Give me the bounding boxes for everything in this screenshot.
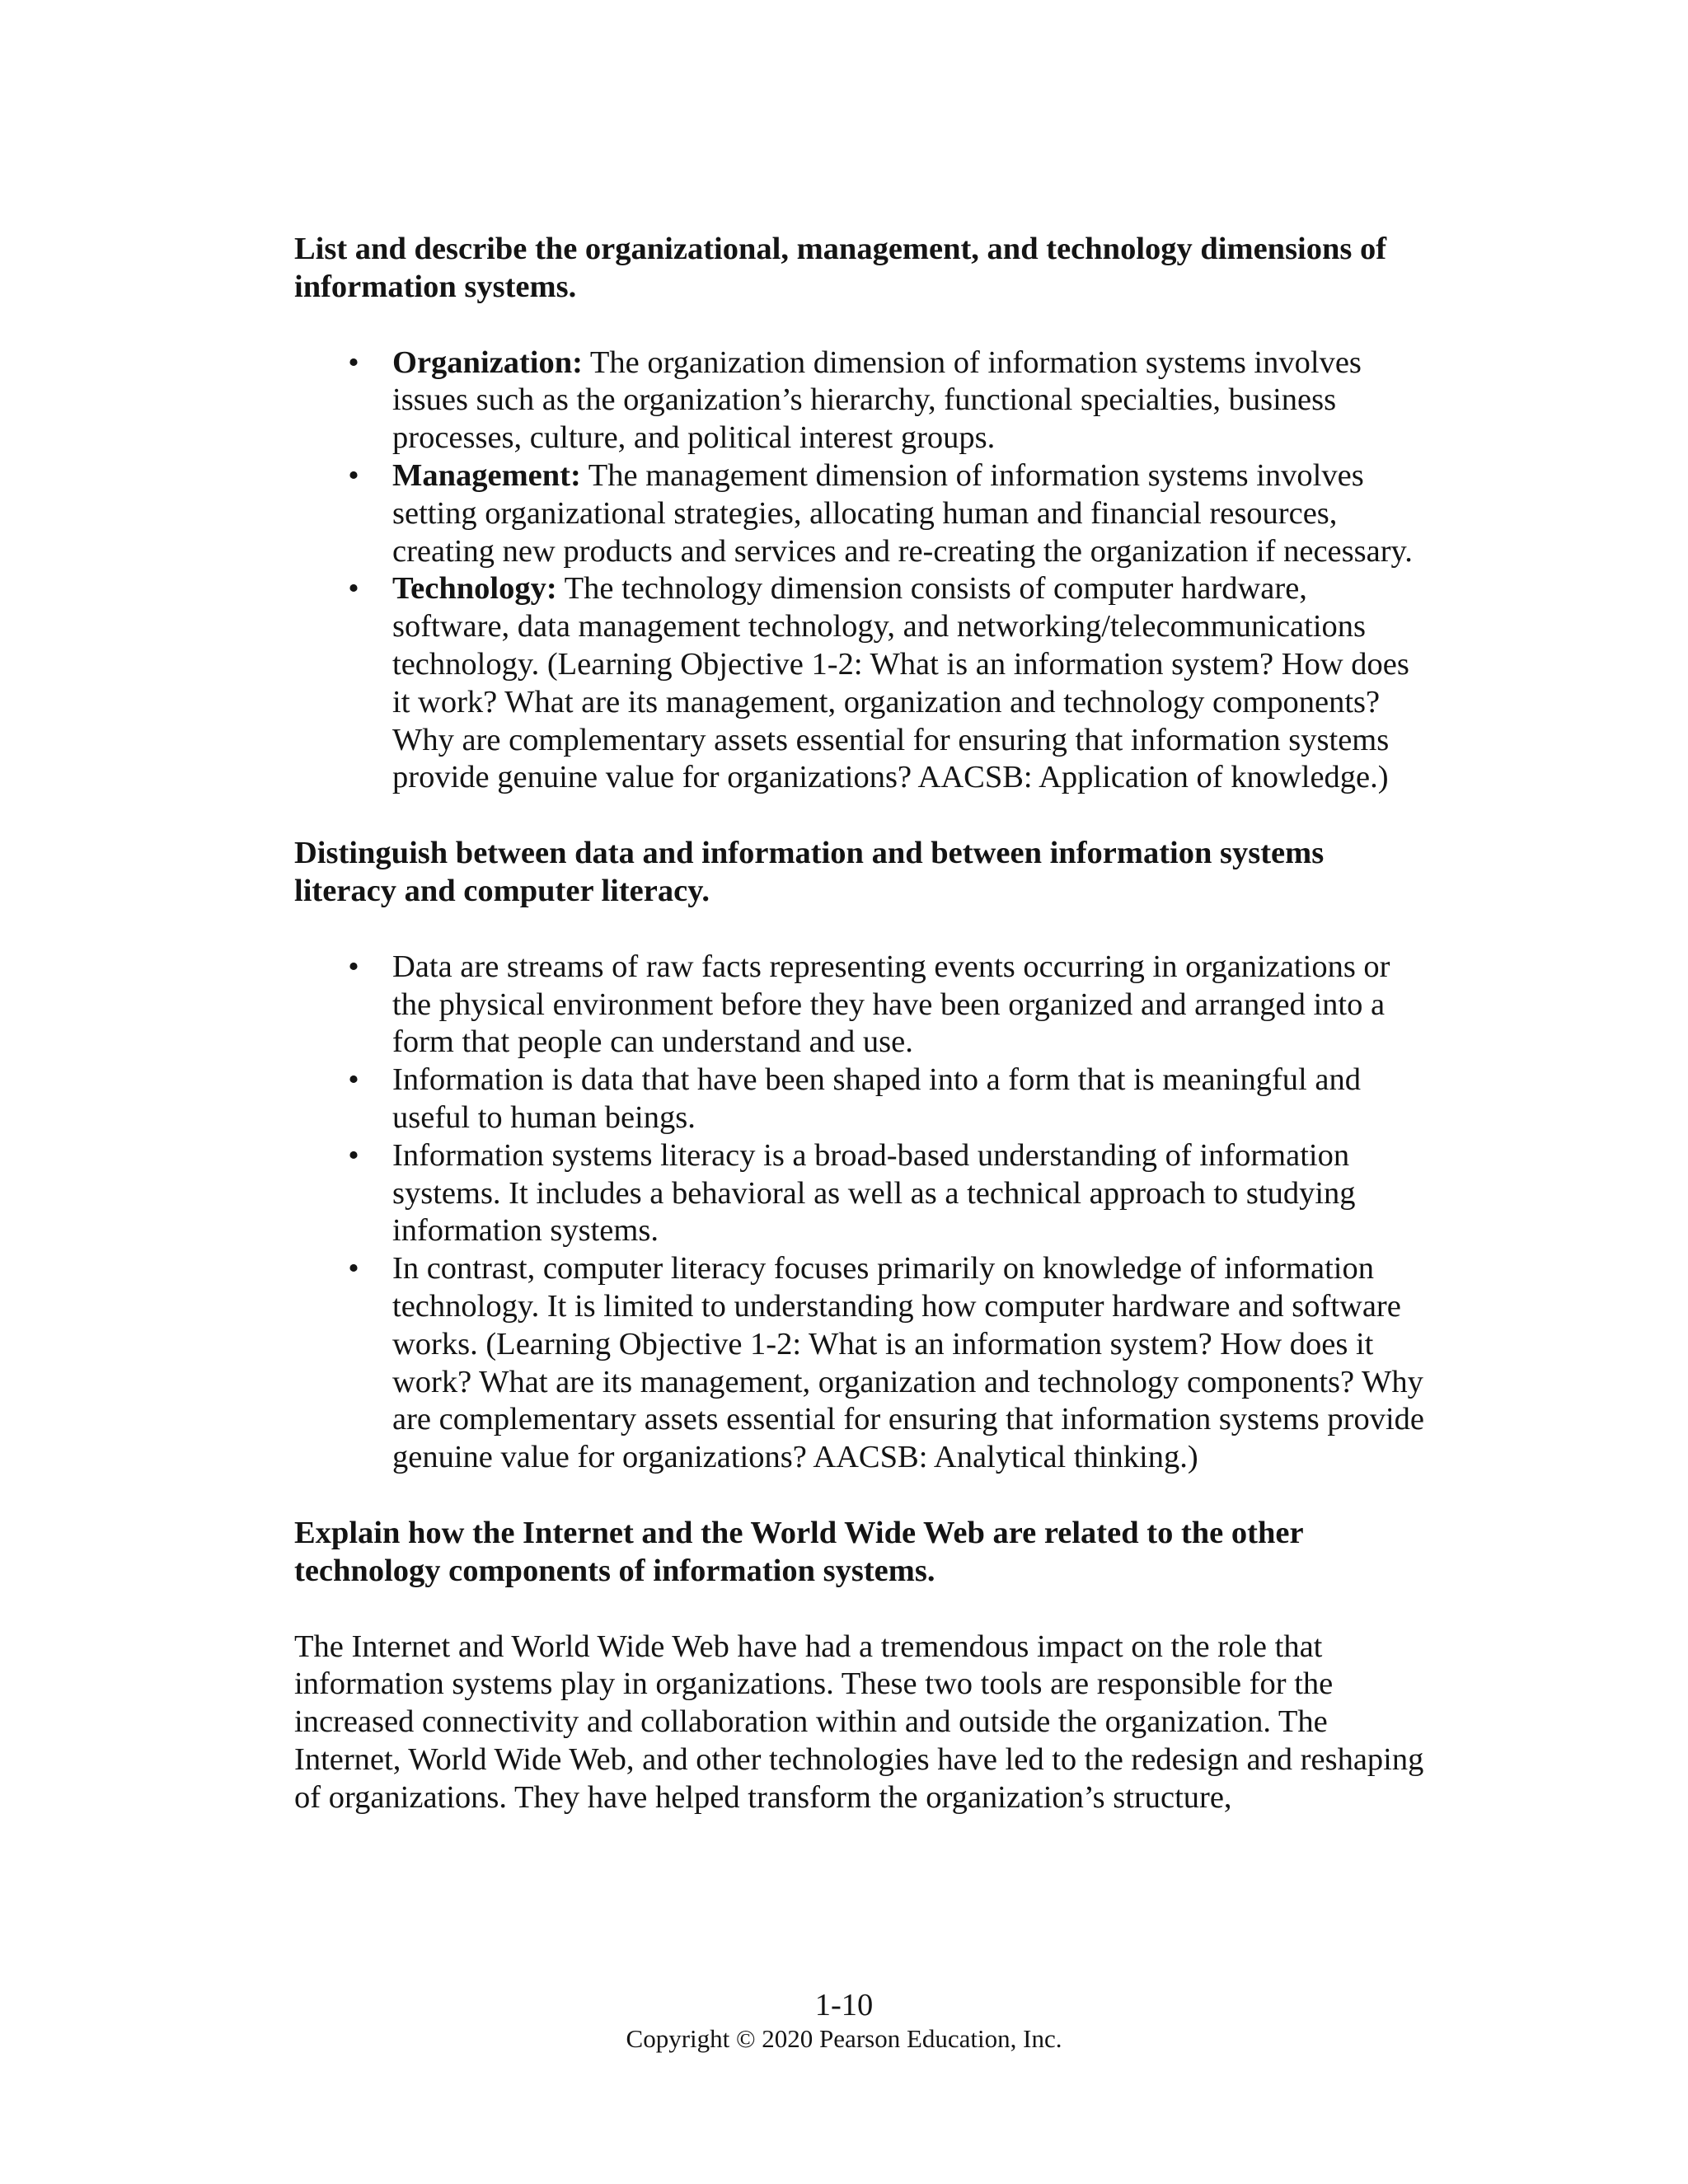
list-item [294, 1062, 1432, 1137]
list-item [294, 1137, 1432, 1250]
page-number: 1-10 [814, 1988, 874, 2022]
bullet-text: In contrast, computer literacy focuses primarily on knowledge of information technology. It is limited to understanding how computer hardware and software works. (Learning Objective 1-2: What is an information system? How does it work? What are its management, organization and technology components? Why are complementary assets essential for ensuring that information systems provide genuine value for organizations? AACSB: Analytical thinking.) [392, 1251, 1424, 1475]
list-item [294, 949, 1432, 1062]
bullet-icon: • [348, 1251, 359, 1286]
section-2-bullet-list [294, 949, 1432, 1477]
section-3-heading: Explain how the Internet and the World Wide Web are related to the other technology components of information systems. [294, 1515, 1303, 1588]
list-item [294, 570, 1432, 797]
section-3-paragraph: The Internet and World Wide Web have had a tremendous impact on the role that information systems play in organizations. These two tools are responsible for the increased connectivity and collaboration within and outside the organization. The Internet, World Wide Web, and other technologies have led to the redesign and reshaping of organizations. They have helped transform the organization’s structure, [294, 1629, 1424, 1815]
bullet-icon: • [348, 1062, 359, 1098]
bullet-term: Organization: [392, 344, 583, 380]
section-2-heading: Distinguish between data and information and between information systems literacy and computer literacy. [294, 836, 1325, 908]
bullet-icon: • [348, 1137, 359, 1173]
section-1-heading: List and describe the organizational, management, and technology dimensions of information systems. [294, 232, 1387, 304]
list-item [294, 344, 1432, 457]
bullet-icon: • [348, 457, 359, 493]
bullet-text: The technology dimension consists of computer hardware, software, data management technology, and networking/telecommunications technology. (Learning Objective 1-2: What is an information system? How does it work? What are its management, organization and technology components? Why are complementary assets essential for ensuring that information systems provide genuine value for organizations? AACSB: Application of knowledge.) [392, 571, 1409, 795]
list-item [294, 1250, 1432, 1477]
section-1-bullet-list [294, 344, 1432, 798]
copyright-notice: Copyright © 2020 Pearson Education, Inc. [626, 2024, 1062, 2053]
bullet-text: Information is data that have been shaped into a form that is meaningful and useful to human beings. [392, 1062, 1361, 1135]
bullet-term: Management: [392, 457, 581, 493]
bullet-text: Data are streams of raw facts representing events occurring in organizations or the physical environment before they have been organized and arranged into a form that people can understand and use. [392, 949, 1390, 1060]
bullet-text: Information systems literacy is a broad-based understanding of information systems. It includes a behavioral as well as a technical approach to studying information systems. [392, 1137, 1356, 1249]
bullet-text: The management dimension of information systems involves setting organizational strategies, allocating human and financial resources, creating new products and services and re-creating the organization if necessary. [392, 457, 1413, 569]
bullet-icon: • [348, 949, 359, 984]
list-item [294, 457, 1432, 570]
bullet-text: The organization dimension of information systems involves issues such as the organization’s hierarchy, functional specialties, business processes, culture, and political interest groups. [392, 344, 1362, 456]
bullet-term: Technology: [392, 571, 557, 607]
document-page [294, 231, 1432, 1816]
bullet-icon: • [348, 344, 359, 380]
bullet-icon: • [348, 571, 359, 607]
